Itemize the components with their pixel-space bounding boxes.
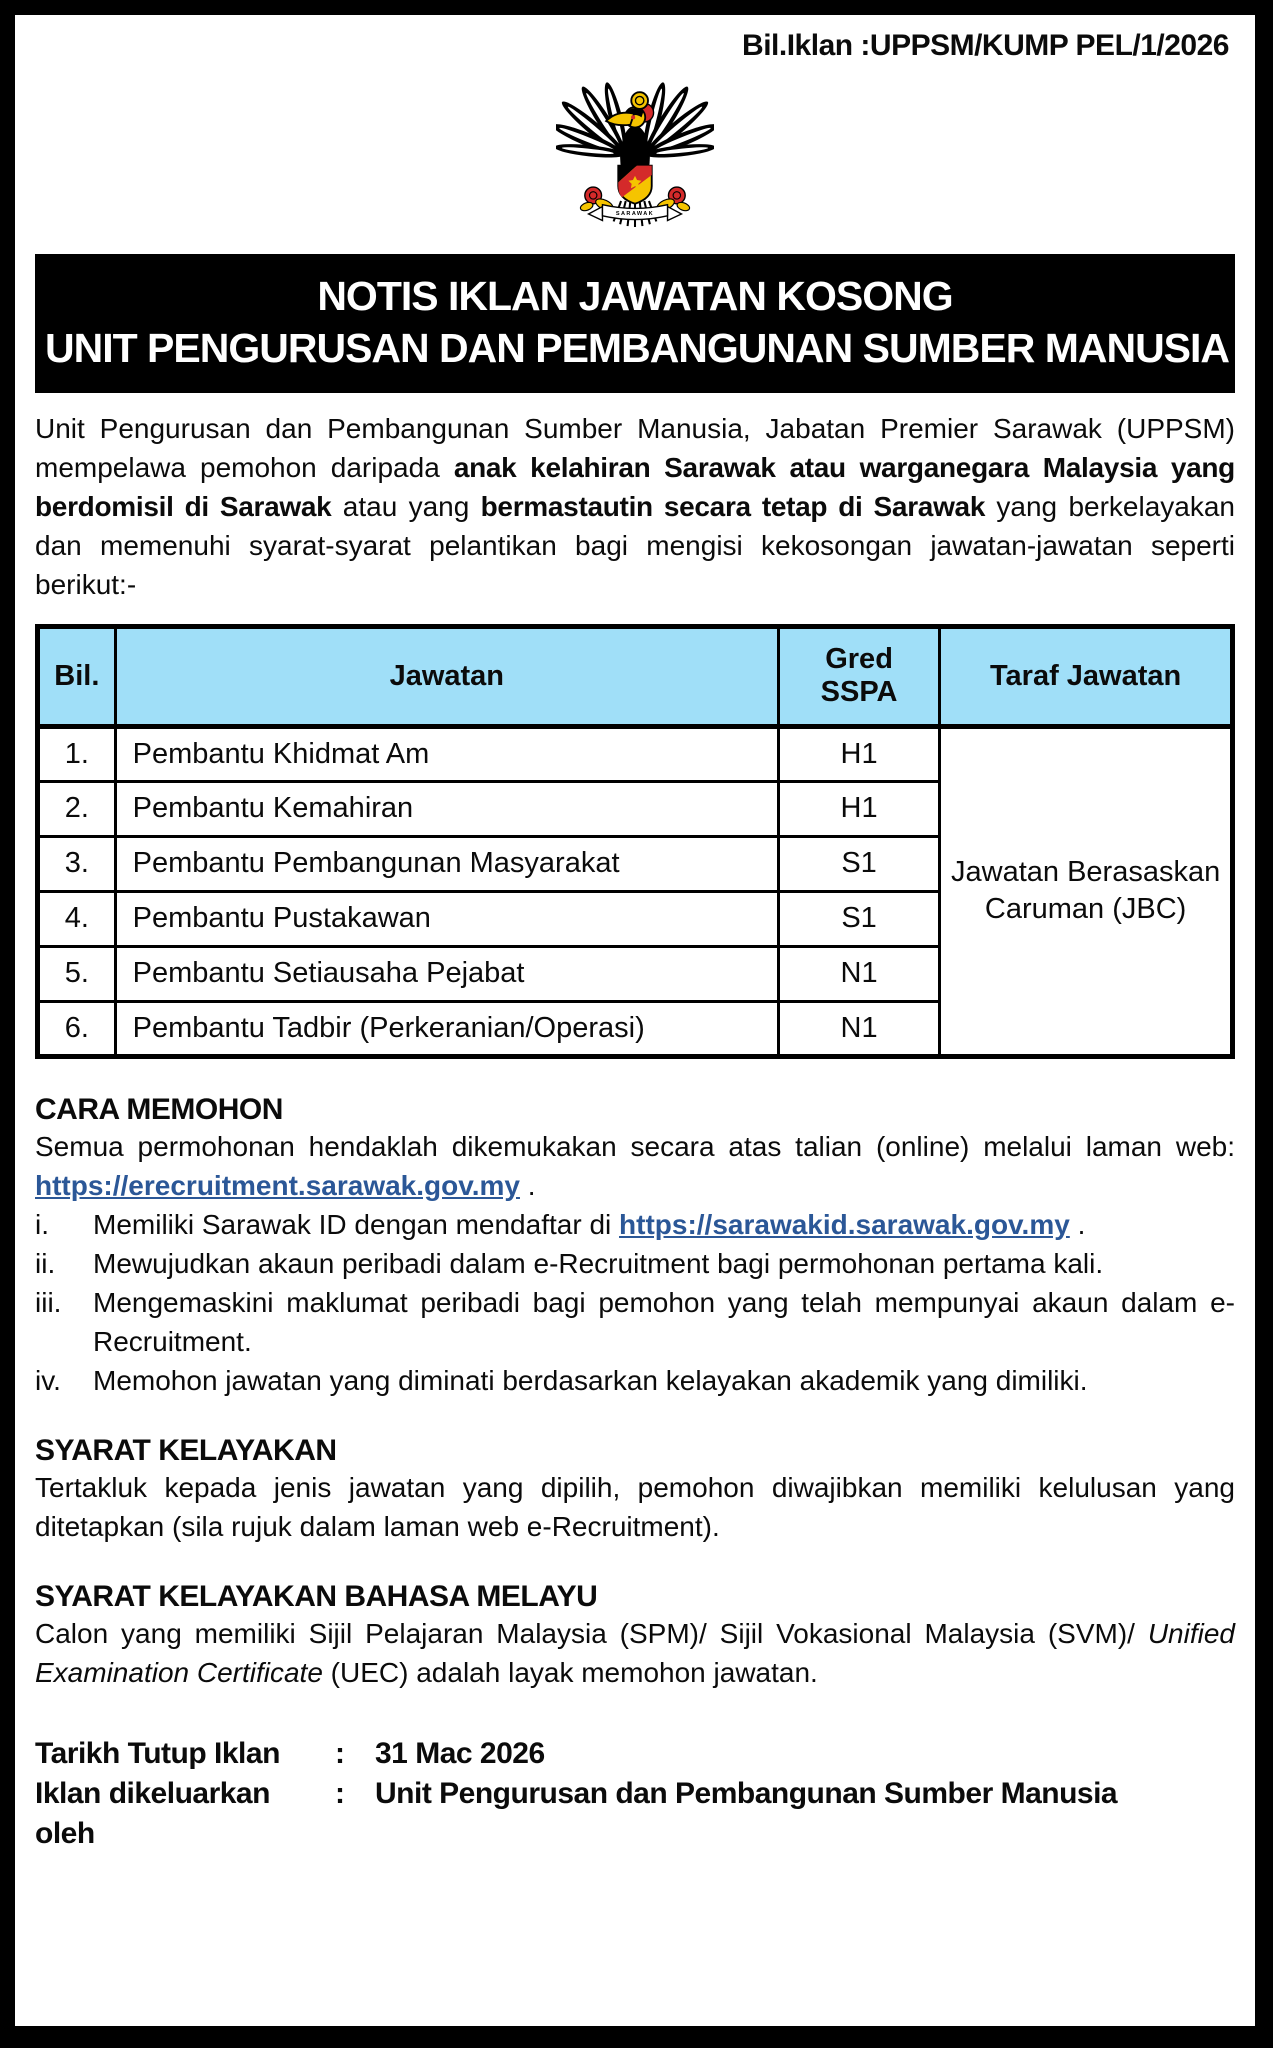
list-item-period: .	[1069, 1208, 1086, 1240]
list-item-numeral: iv.	[35, 1364, 61, 1396]
row-number: 6.	[38, 1001, 116, 1056]
table-header-row	[38, 626, 1233, 726]
cara-memohon-intro	[35, 1127, 1235, 1205]
job-title: Pembantu Khidmat Am	[115, 726, 778, 781]
table-row	[38, 726, 1233, 781]
section-cara-memohon	[35, 1093, 1235, 1400]
sarawak-coat-of-arms-icon	[556, 69, 714, 227]
intro-paragraph	[35, 409, 1235, 604]
column-header-taraf-jawatan: Taraf Jawatan	[940, 626, 1233, 726]
list-item	[35, 1283, 1235, 1361]
list-item-prefix: Memiliki Sarawak ID dengan mendaftar di	[93, 1208, 620, 1240]
syarat-kelayakan-heading: SYARAT KELAYAKAN	[35, 1433, 337, 1467]
list-item-text: Mengemaskini maklumat peribadi bagi pemohon yang telah mempunyai akaun dalam e-Recruitment.	[93, 1286, 1235, 1357]
list-item-numeral: ii.	[35, 1247, 56, 1279]
vacancies-table	[35, 624, 1235, 1059]
syarat-bm-prefix: Calon yang memiliki Sijil Pelajaran Malaysia (SPM)/ Sijil Vokasional Malaysia (SVM)/	[35, 1617, 1148, 1649]
cara-memohon-heading: CARA MEMOHON	[35, 1092, 283, 1126]
separator-colon: :	[335, 1736, 345, 1770]
issued-by-row	[35, 1774, 1235, 1854]
advert-reference-number: Bil.Iklan :UPPSM/KUMP PEL/1/2026	[742, 29, 1229, 62]
job-status-merged-cell: Jawatan Berasaskan Caruman (JBC)	[940, 726, 1233, 1056]
syarat-bahasa-melayu-heading: SYARAT KELAYAKAN BAHASA MELAYU	[35, 1579, 598, 1613]
sarawakid-link[interactable]: https://sarawakid.sarawak.gov.my	[619, 1208, 1070, 1240]
issued-by-value: Unit Pengurusan dan Pembangunan Sumber Manusia	[375, 1776, 1118, 1810]
list-item-numeral: i.	[35, 1208, 49, 1240]
job-title: Pembantu Setiausaha Pejabat	[115, 946, 778, 1001]
closing-date-label: Tarikh Tutup Iklan	[35, 1736, 280, 1770]
separator-colon: :	[335, 1776, 345, 1810]
job-title: Pembantu Kemahiran	[115, 781, 778, 836]
job-title: Pembantu Pembangunan Masyarakat	[115, 836, 778, 891]
list-item-text	[93, 1205, 1235, 1244]
job-grade: H1	[778, 726, 939, 781]
closing-date-row	[35, 1734, 1235, 1774]
job-grade: S1	[778, 891, 939, 946]
row-number: 5.	[38, 946, 116, 1001]
erecruitment-link[interactable]: https://erecruitment.sarawak.gov.my	[35, 1169, 520, 1201]
column-header-bil: Bil.	[38, 626, 116, 726]
list-item	[35, 1244, 1235, 1283]
job-grade: S1	[778, 836, 939, 891]
row-number: 2.	[38, 781, 116, 836]
column-header-jawatan: Jawatan	[115, 626, 778, 726]
job-grade: N1	[778, 1001, 939, 1056]
job-title: Pembantu Pustakawan	[115, 891, 778, 946]
list-item-text: Memohon jawatan yang diminati berdasarkan kelayakan akademik yang dimiliki.	[93, 1364, 1088, 1396]
cara-memohon-list	[35, 1205, 1235, 1400]
cara-intro-text: Semua permohonan hendaklah dikemukakan secara atas talian (online) melalui laman web:	[35, 1130, 1235, 1162]
job-grade: H1	[778, 781, 939, 836]
row-number: 1.	[38, 726, 116, 781]
intro-segment: Unit Pengurusan dan Pembangunan Sumber Manusia, Jabatan Premier Sarawak (UPPSM) mempelawa pemohon daripada	[35, 412, 1235, 483]
syarat-bm-italic: Unified Examination Certificate	[35, 1617, 1235, 1688]
banner-line-2: UNIT PENGURUSAN DAN PEMBANGUNAN SUMBER MANUSIA	[45, 325, 1230, 372]
row-number: 3.	[38, 836, 116, 891]
crest-container	[35, 69, 1235, 232]
issued-by-label: Iklan dikeluarkan oleh	[35, 1776, 270, 1850]
section-syarat-kelayakan	[35, 1434, 1235, 1546]
syarat-bm-suffix: (UEC) adalah layak memohon jawatan.	[322, 1656, 818, 1688]
syarat-bahasa-melayu-text	[35, 1614, 1235, 1692]
column-header-gred-sspa: Gred SSPA	[778, 626, 939, 726]
row-number: 4.	[38, 891, 116, 946]
section-syarat-bahasa-melayu	[35, 1580, 1235, 1692]
job-title: Pembantu Tadbir (Perkeranian/Operasi)	[115, 1001, 778, 1056]
list-item	[35, 1205, 1235, 1244]
footer-block	[35, 1734, 1235, 1854]
list-item	[35, 1361, 1235, 1400]
notice-title-banner	[35, 254, 1235, 393]
intro-segment: yang berkelayakan dan memenuhi syarat-syarat pelantikan bagi mengisi kekosongan jawatan-jawatan seperti berikut:-	[35, 490, 1235, 600]
intro-segment: atau yang	[331, 490, 481, 522]
closing-date-value: 31 Mac 2026	[375, 1736, 545, 1770]
banner-line-1: NOTIS IKLAN JAWATAN KOSONG	[317, 273, 953, 319]
syarat-kelayakan-text: Tertakluk kepada jenis jawatan yang dipilih, pemohon diwajibkan memiliki kelulusan yang ditetapkan (sila rujuk dalam laman web e-Recruitment).	[35, 1471, 1235, 1542]
intro-segment-bold: bermastautin secara tetap di Sarawak	[480, 490, 986, 522]
list-item-text: Mewujudkan akaun peribadi dalam e-Recruitment bagi permohonan pertama kali.	[93, 1247, 1104, 1279]
list-item-numeral: iii.	[35, 1286, 62, 1318]
cara-intro-period: .	[519, 1169, 536, 1201]
crest-ribbon-text: SARAWAK	[615, 210, 655, 217]
job-grade: N1	[778, 946, 939, 1001]
intro-segment-bold: anak kelahiran Sarawak atau warganegara Malaysia yang berdomisil di Sarawak	[35, 451, 1235, 522]
